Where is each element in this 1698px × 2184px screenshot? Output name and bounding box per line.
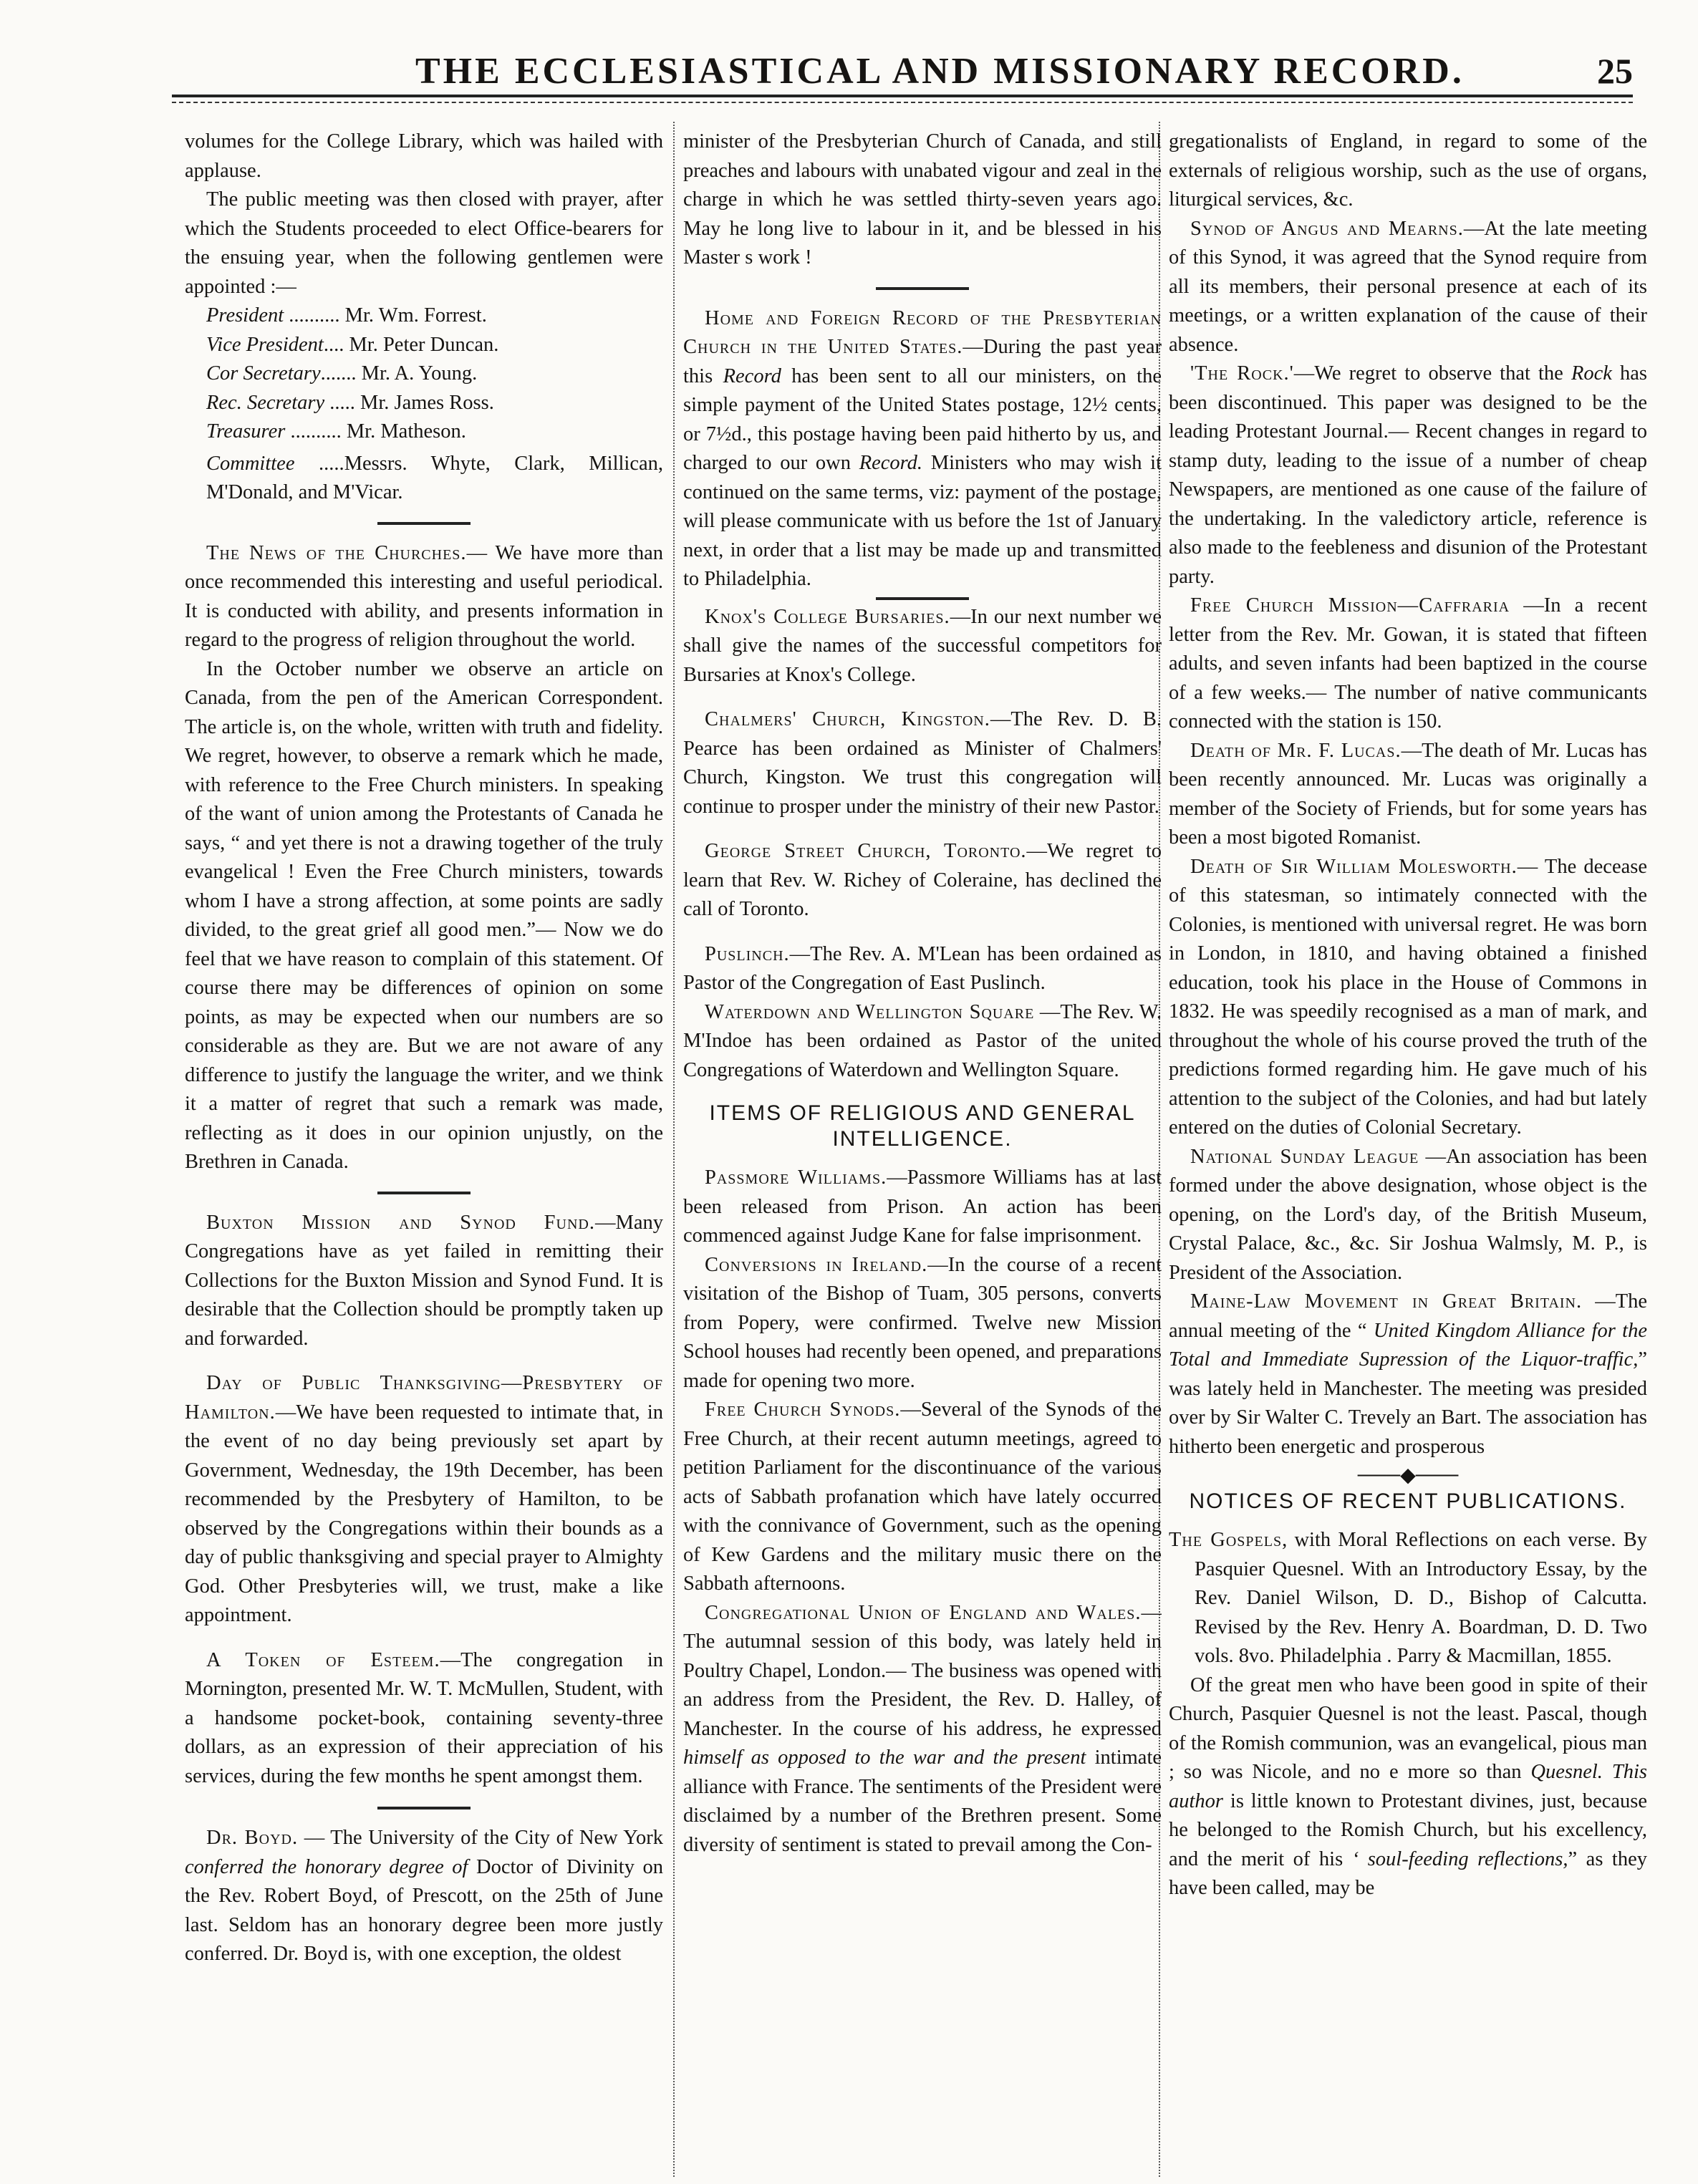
article-body: has been discontinued. This paper was designed to be the leading Protestant Journal.— Recent changes in regard to stamp duty, leading to the issue of a number of cheap Newspapers, are mentioned as one cause of the failure of the undertaking. In the valedictory article, reference is also made to the feebleness and disunion of the Protestant party. (1169, 362, 1647, 588)
officer-role: President (206, 304, 284, 327)
article-home-foreign-record (683, 304, 1162, 594)
officer-name: Mr. Matheson. (346, 420, 466, 443)
article-body: — We have more than once recommended this interesting and useful periodical. It is conducted with ability, and presents information in regard to the progress of religion throughout the world. (185, 541, 663, 651)
article-title: Chalmers' Church, Kingston. (705, 708, 990, 730)
officer-name: Mr. Wm. Forrest. (344, 304, 487, 327)
review-text: ” as they have been called, may be (1169, 1847, 1647, 1899)
article-george-street-church (683, 837, 1162, 924)
column-1 (185, 127, 663, 2175)
officer-role: Rec. Secretary (206, 391, 325, 414)
article-conversions-ireland (683, 1251, 1162, 1396)
article-body: —Passmore Williams has at last been released from Prison. An action has been commenced against Judge Kane for false imprisonment. (683, 1166, 1162, 1247)
article-body: intimate alliance with France. The sentiments of the President were disclaimed by a number of the Brethren present. Some diversity of sentiment is stated to prevail among the Con- (683, 1746, 1162, 1856)
article-title: George Street Church, Toronto. (705, 840, 1027, 862)
paragraph: gregationalists of England, in regard to some of the externals of religious worship, such as the use of organs, liturgical services, &c. (1169, 130, 1647, 211)
column-2 (683, 127, 1162, 2175)
article-caffraria (1169, 591, 1647, 737)
article-body: —We have been requested to intimate that, in the event of no day being previously set apart by Government, Wednesday, the 19th December, has been recommended by the Presbytery of Hamilton, to be observed by the Congregations within their bounds as a day of public thanksgiving and special prayer to Almighty God. Other Presbyteries will, we trust, make a like appointment. (185, 1401, 663, 1626)
article-title: Free Church Mission—Caffraria (1190, 594, 1510, 617)
article-title: Home and Foreign Record of the Presbyterian Church in the United States. (683, 306, 1162, 358)
office-bearers-list (206, 301, 663, 447)
article-dr-boyd (185, 1824, 663, 1969)
article-title: Knox's College Bursaries. (705, 605, 950, 628)
paragraph: volumes for the College Library, which was hailed with applause. (185, 130, 663, 182)
article-body: —The annual meeting of the “ (1169, 1290, 1647, 1342)
article-death-lucas (1169, 737, 1647, 853)
paragraph: minister of the Presbyterian Church of Canada, and still preaches and labours with unabated vigour and zeal in the charge in which he was settled thirty-seven years ago. May he long live to labour in it, and be blessed in his Master s work ! (683, 130, 1162, 269)
officer-role: Vice President (206, 333, 324, 356)
article-chalmers-church (683, 705, 1162, 821)
article-title: Congregational Union of England and Wales. (705, 1601, 1142, 1624)
article-synod-angus (1169, 215, 1647, 360)
article-body: ” was lately held in Manchester. The meeting was presided over by Sir Walter C. Trevely an Bart. The association has hitherto been energetic and prosperous (1169, 1348, 1647, 1458)
article-passmore-williams (683, 1164, 1162, 1251)
article-body: —The autumnal session of this body, was lately held in Poultry Chapel, London.— The business was opened with an address from the President, the Rev. D. Halley, of Manchester. In the course of his address, he expressed (683, 1601, 1162, 1740)
article-body: —In a recent letter from the Rev. Mr. Gowan, it is stated that fifteen adults, and seven infants had been baptized in the course of a few weeks.— The number of native communicants connected with the station is 150. (1169, 594, 1647, 733)
article-death-molesworth (1169, 853, 1647, 1143)
running-title: THE ECCLESIASTICAL AND MISSIONARY RECORD. (415, 51, 1465, 92)
article-title: Passmore Williams. (705, 1166, 887, 1189)
article-title: Synod of Angus and Mearns. (1190, 217, 1464, 240)
article-body-emphasis: Rock (1571, 362, 1612, 385)
ornament-divider: ───◆─── (1357, 1464, 1459, 1487)
article-body: —An association has been formed under the above designation, whose object is the opening, on the Lord's day, of the British Museum, Crystal Palace, &c., &c. Sir Joshua Walmsly, M. P., is President of the Association. (1169, 1145, 1647, 1284)
section-rule (876, 287, 969, 290)
article-body: —Many Congregations have as yet failed in remitting their Collections for the Buxton Mission and Synod Fund. It is desirable that the Collection should be promptly taken up and forwarded. (185, 1211, 663, 1350)
article-body: —The Rev. W. M'Indoe has been ordained as Pastor of the united Congregations of Waterdown and Wellington Square. (683, 1000, 1162, 1081)
article-knox-college (683, 603, 1162, 690)
officer-name: Mr. Peter Duncan. (349, 333, 499, 356)
article-title: Day of Public Thanksgiving—Presbytery of Hamilton. (185, 1372, 663, 1424)
article-body: —The Rev. D. B. Pearce has been ordained as Minister of Chalmers' Church, Kingston. We trust this congregation will continue to prosper under the ministry of their new Pastor. (683, 708, 1162, 818)
article-waterdown (683, 998, 1162, 1086)
article-body: —During the past year this (683, 336, 1162, 387)
article-body: —The death of Mr. Lucas has been recently announced. Mr. Lucas was originally a member of the Society of Friends, but for some years has been a most bigoted Romanist. (1169, 739, 1647, 849)
officer-row: Treasurer .......... Mr. Matheson. (206, 420, 466, 443)
article-body: —In our next number we shall give the names of the successful competitors for Bursaries at Knox's College. (683, 605, 1162, 686)
article-title: Buxton Mission and Synod Fund. (206, 1211, 595, 1234)
column-divider (673, 122, 675, 2177)
section-rule (377, 1192, 471, 1194)
paragraph: The public meeting was then closed with prayer, after which the Students proceeded to elect Office-bearers for the ensuing year, when the following gentlemen were appointed :— (185, 188, 663, 298)
review-text: is little known to Protestant divines, just, because he belonged to the Romish Church, but his excellency, and the merit of his (1169, 1789, 1647, 1870)
section-heading-line: INTELLIGENCE. (832, 1127, 1013, 1151)
officer-role: Cor Secretary (206, 362, 321, 385)
article-body-emphasis: Record (723, 364, 781, 387)
article-body: —The Rev. A. M'Lean has been ordained as Pastor of the Congregation of East Puslinch. (683, 942, 1162, 994)
article-body-emphasis: United Kingdom Alliance for the Total and Immediate Supression of the Liquor-traffic, (1169, 1319, 1647, 1371)
article-title: Maine-Law Movement in Great Britain. (1190, 1290, 1583, 1313)
article-title: 'The Rock.' (1190, 362, 1294, 385)
article-title: Waterdown and Wellington Square (705, 1000, 1035, 1023)
article-body: —In the course of a recent visitation of the Bishop of Tuam, 305 persons, converts from Popery, were confirmed. Twelve new Mission School houses had recently been opened, and preparations made for opening two more. (683, 1253, 1162, 1392)
officer-name: Messrs. Whyte, Clark, Millican, M'Donald, and M'Vicar. (206, 452, 663, 503)
article-body: —Several of the Synods of the Free Church, at their recent autumn meetings, agreed to petition Parliament for the discontinuance of the various acts of Sabbath profanation which have lately occurred with the connivance of Government, such as the opening of Kew Gardens and the military music there on the Sabbath afternoons. (683, 1398, 1162, 1595)
officer-row: Cor Secretary....... Mr. A. Young. (206, 362, 478, 385)
section-rule (377, 522, 471, 525)
officer-row: Rec. Secretary ..... Mr. James Ross. (206, 391, 494, 414)
review-paragraph (1169, 1671, 1647, 1903)
article-the-rock (1169, 359, 1647, 591)
article-news-of-churches (185, 539, 663, 655)
page-header (172, 50, 1633, 100)
officer-row: Committee .....Messrs. Whyte, Clark, Millican, M'Donald, and M'Vicar. (206, 452, 663, 503)
review-emphasis: Quesnel. This author (1169, 1761, 1647, 1812)
column-3 (1169, 127, 1647, 2175)
article-day-of-thanksgiving (185, 1369, 663, 1630)
article-title: Free Church Synods. (705, 1398, 901, 1421)
article-puslinch (683, 940, 1162, 998)
header-rule-dashed (172, 102, 1633, 103)
article-body: —We regret to observe that the (1293, 362, 1571, 385)
article-buxton-mission (185, 1209, 663, 1354)
article-title: The News of the Churches. (206, 541, 467, 564)
officer-name: Mr. A. Young. (361, 362, 478, 385)
officer-row: Vice President.... Mr. Peter Duncan. (206, 333, 499, 356)
article-body-emphasis: himself as opposed to the war and the present (683, 1746, 1086, 1769)
section-heading-notices: NOTICES OF RECENT PUBLICATIONS. (1189, 1489, 1627, 1513)
article-maine-law (1169, 1287, 1647, 1461)
article-title: Dr. Boyd. (206, 1827, 299, 1849)
article-congregational-union (683, 1599, 1162, 1860)
article-sunday-league (1169, 1143, 1647, 1288)
officer-role: Treasurer (206, 420, 286, 443)
page-number: 25 (1597, 51, 1633, 91)
paragraph: In the October number we observe an article on Canada, from the pen of the American Correspondent. The article is, on the whole, written with truth and fidelity. We regret, however, to observe a remark which he made, with reference to the Free Church ministers. In speaking of the want of union among the Protestants of Canada he says, “ and yet there is not a drawing together of the truly evangelical ! Even the Free Church ministers, towards whom I have a strong affection, at some points are sadly divided, to the great grief all good men.”— Now we do feel that we have reason to complain of this statement. Of course there may be differences of opinion on some points, as may be expected when our numbers are so considerable as they are. But we are not aware of any difference to justify the language the writer, and we think it a matter of regret that such a remark was made, reflecting as it does in our opinion unjustly, on the Brethren in Canada. (185, 657, 663, 1173)
header-rule (172, 95, 1633, 97)
article-body: — The University of the City of New York (298, 1827, 663, 1849)
section-rule (377, 1807, 471, 1809)
article-body-emphasis: Record. (859, 452, 923, 474)
article-title: National Sunday League (1190, 1145, 1419, 1168)
article-body-emphasis: conferred the honorary degree of (185, 1855, 468, 1878)
article-body: has been sent to all our ministers, on the simple payment of the United States postage, 12½ cents, or 7½d., this postage having been paid hitherto by us, and charged to our own (683, 364, 1162, 474)
publication-details: , with Moral Reflections on each verse. By Pasquier Quesnel. With an Introductory Essay, by the Rev. Daniel Wilson, D. D., Bishop of Calcutta. Revised by the Rev. Henry A. Boardman, D. D. Two vols. 8vo. Philadelphia . Parry & Macmillan, 1855. (1195, 1529, 1647, 1667)
article-free-church-synods (683, 1396, 1162, 1599)
officer-name: Mr. James Ross. (360, 391, 494, 414)
section-heading-line: ITEMS OF RELIGIOUS AND GENERAL (709, 1101, 1136, 1125)
article-title: Conversions in Ireland. (705, 1253, 928, 1276)
publication-title: The Gospels (1169, 1529, 1283, 1551)
officer-row: President .......... Mr. Wm. Forrest. (206, 304, 487, 327)
article-title: Death of Mr. F. Lucas. (1190, 739, 1402, 762)
article-body: —The congregation in Mornington, presented Mr. W. T. McMullen, Student, with a handsome pocket-book, containing seventy-three dollars, as an expression of their appreciation of his services, during the few months he spent amongst them. (185, 1648, 663, 1787)
publication-entry (1169, 1526, 1647, 1671)
review-emphasis: ‘ soul-feeding reflections, (1351, 1847, 1568, 1870)
article-title: Puslinch. (705, 942, 790, 965)
section-heading-items (683, 1101, 1162, 1152)
article-body: Ministers who may wish it continued on the same terms, viz: payment of the postage, will please communicate with us before the 1st of January next, in order that a list may be made up and transmitted to Philadelphia. (683, 452, 1162, 590)
article-body: —At the late meeting of this Synod, it was agreed that the Synod require from all its members, their personal presence at each of its meetings, or a written explanation of the cause of their absence. (1169, 217, 1647, 356)
review-text: Of the great men who have been good in spite of their Church, Pasquier Quesnel is not the least. Pascal, though of the Romish communion, was an evangelical, pious man ; so was Nicole, and no e more so than (1169, 1673, 1647, 1783)
article-token-of-esteem (185, 1646, 663, 1792)
article-title: A Token of Esteem. (206, 1648, 440, 1671)
article-body: — The decease of this statesman, so intimately connected with the Colonies, is mentioned with universal regret. He was born in London, in 1810, and having obtained a finished education, took his place in the House of Commons in 1832. He was speedily recognised as a man of mark, and throughout the whole of his course proved the truth of the predictions formed regarding him. He gave much of his attention to the subject of the Colonies, and had but lately entered on the duties of Colonial Secretary. (1169, 855, 1647, 1139)
section-rule (876, 597, 969, 600)
article-body: Doctor of Divinity on the Rev. Robert Boyd, of Prescott, on the 25th of June last. Seldom has an honorary degree been more justly conferred. Dr. Boyd is, with one exception, the oldest (185, 1855, 663, 1965)
article-title: Death of Sir William Molesworth. (1190, 855, 1518, 878)
officer-role: Committee (206, 452, 295, 475)
article-body: —We regret to learn that Rev. W. Richey of Coleraine, has declined the call of Toronto. (683, 840, 1162, 920)
